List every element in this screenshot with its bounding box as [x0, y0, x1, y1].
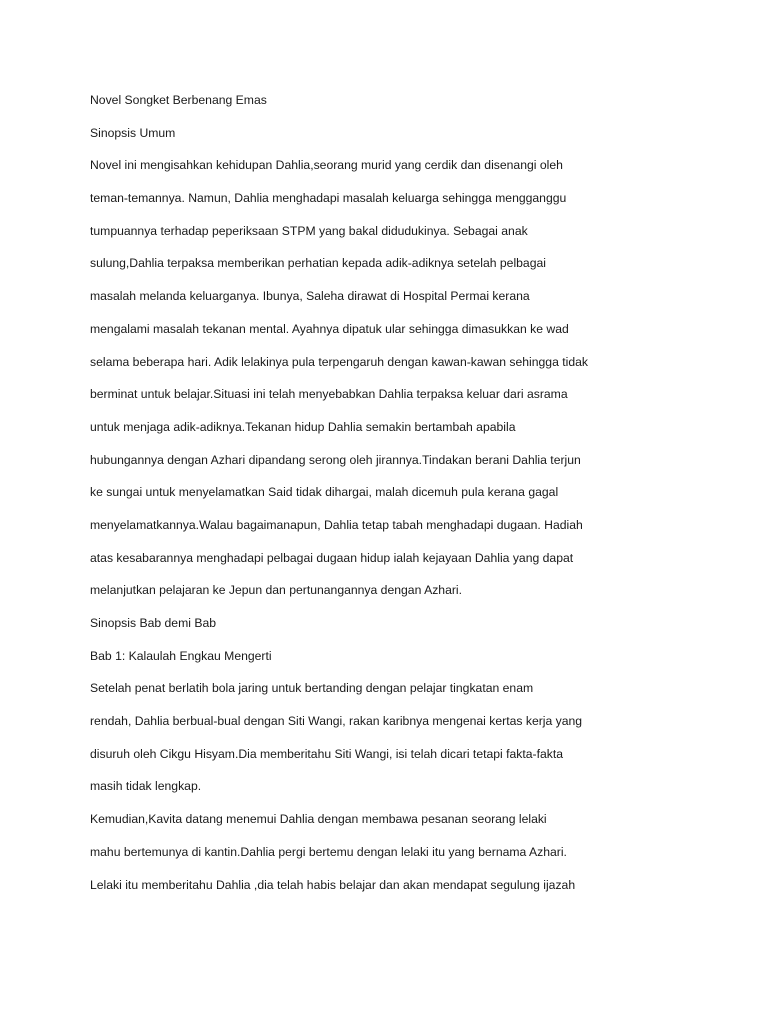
paragraph-line: masih tidak lengkap.: [90, 779, 202, 794]
paragraph-line: mahu bertemunya di kantin.Dahlia pergi bertemu dengan lelaki itu yang bernama Azhari.: [90, 844, 567, 859]
paragraph-line: Lelaki itu memberitahu Dahlia ,dia telah habis belajar dan akan mendapat segulung ijazah: [90, 877, 576, 892]
paragraph-line: atas kesabarannya menghadapi pelbagai dugaan hidup ialah kejayaan Dahlia yang dapat: [90, 550, 574, 565]
paragraph-line: sulung,Dahlia terpaksa memberikan perhatian kepada adik-adiknya setelah pelbagai: [90, 256, 546, 271]
section-heading-chapters: Sinopsis Bab demi Bab: [90, 616, 217, 630]
paragraph-line: ke sungai untuk menyelamatkan Said tidak dihargai, malah dicemuh pula kerana gagal: [90, 485, 559, 500]
section-heading-general: Sinopsis Umum: [90, 125, 176, 140]
paragraph-line: berminat untuk belajar.Situasi ini telah menyebabkan Dahlia terpaksa keluar dari asrama: [90, 387, 568, 402]
document-page: [90, 92, 730, 909]
paragraph-line: tumpuannya terhadap peperiksaan STPM yang bakal didudukinya. Sebagai anak: [90, 223, 528, 238]
paragraph-line: disuruh oleh Cikgu Hisyam.Dia memberitahu Siti Wangi, isi telah dicari tetapi fakta-fakta: [90, 746, 564, 761]
paragraph-line: rendah, Dahlia berbual-bual dengan Siti Wangi, rakan karibnya mengenai kertas kerja yang: [90, 714, 583, 729]
paragraph-line: melanjutkan pelajaran ke Jepun dan pertunangannya dengan Azhari.: [90, 583, 462, 598]
document-title: Novel Songket Berbenang Emas: [90, 93, 267, 107]
paragraph-line: masalah melanda keluarganya. Ibunya, Saleha dirawat di Hospital Permai kerana: [90, 289, 530, 304]
paragraph-line: menyelamatkannya.Walau bagaimanapun, Dahlia tetap tabah menghadapi dugaan. Hadiah: [90, 517, 583, 532]
paragraph-line: Setelah penat berlatih bola jaring untuk bertanding dengan pelajar tingkatan enam: [90, 681, 534, 696]
paragraph-line: Novel ini mengisahkan kehidupan Dahlia,seorang murid yang cerdik dan disenangi oleh: [90, 158, 563, 173]
paragraph-line: Kemudian,Kavita datang menemui Dahlia dengan membawa pesanan seorang lelaki: [90, 812, 547, 827]
paragraph-line: untuk menjaga adik-adiknya.Tekanan hidup Dahlia semakin bertambah apabila: [90, 419, 516, 434]
chapter-heading: Bab 1: Kalaulah Engkau Mengerti: [90, 648, 272, 663]
paragraph-line: selama beberapa hari. Adik lelakinya pula terpengaruh dengan kawan-kawan sehingga tidak: [90, 354, 588, 369]
paragraph-line: mengalami masalah tekanan mental. Ayahnya dipatuk ular sehingga dimasukkan ke wad: [90, 321, 569, 336]
paragraph-line: hubungannya dengan Azhari dipandang serong oleh jirannya.Tindakan berani Dahlia terjun: [90, 452, 581, 467]
paragraph-line: teman-temannya. Namun, Dahlia menghadapi masalah keluarga sehingga mengganggu: [90, 191, 567, 206]
